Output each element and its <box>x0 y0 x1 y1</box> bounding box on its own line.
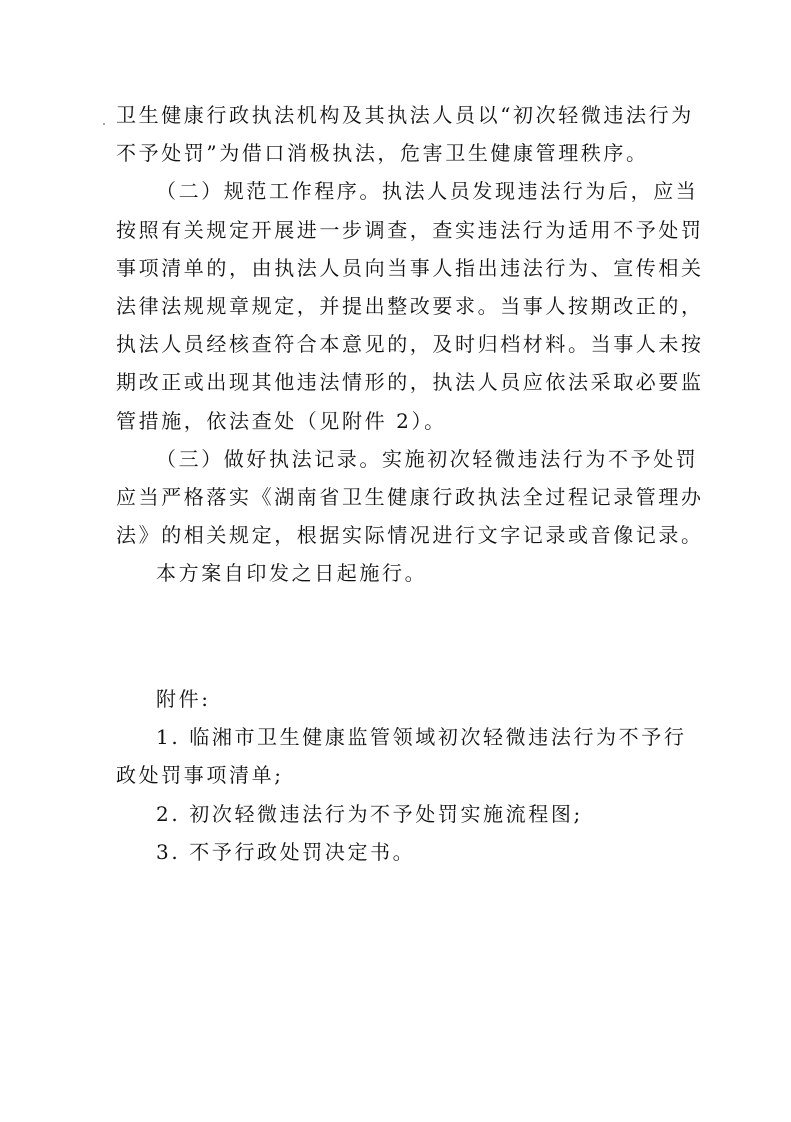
attachment-item-continuation: 政处罚事项清单; <box>116 763 284 788</box>
text-line: （三）做好执法记录。实施初次轻微违法行为不予处罚 <box>156 446 699 471</box>
text-line: 法律法规规章规定，并提出整改要求。当事人按期改正的， <box>116 293 704 318</box>
attachments-section <box>116 680 687 871</box>
attachments-heading: 附件: <box>156 687 211 711</box>
text-line: 管措施，依法查处（见附件 2）。 <box>116 408 447 433</box>
attachment-item: 2. 初次轻微违法行为不予处罚实施流程图; <box>156 801 583 826</box>
text-line: 应当严格落实《湖南省卫生健康行政执法全过程记录管理办 <box>116 484 704 509</box>
text-line: 事项清单的，由执法人员向当事人指出违法行为、宣传相关 <box>116 255 704 280</box>
document-body <box>116 96 704 592</box>
paragraph-continuation <box>116 96 694 172</box>
text-line: （二）规范工作程序。执法人员发现违法行为后，应当 <box>156 179 699 204</box>
attachment-item: 3. 不予行政处罚决定书。 <box>156 839 416 864</box>
paragraph-enforcement-records <box>116 440 704 555</box>
text-line: 不予处罚”为借口消极执法，危害卫生健康管理秩序。 <box>116 141 649 166</box>
text-line: 卫生健康行政执法机构及其执法人员以“初次轻微违法行为 <box>116 103 694 127</box>
text-line: 执法人员经核查符合本意见的，及时归档材料。当事人未按 <box>116 332 704 357</box>
text-line: 按照有关规定开展进一步调查，查实违法行为适用不予处罚 <box>116 217 704 242</box>
text-line: 法》的相关规定，根据实际情况进行文字记录或音像记录。 <box>116 523 704 548</box>
attachment-item: 1. 临湘市卫生健康监管领域初次轻微违法行为不予行 <box>156 725 687 750</box>
text-line: 本方案自印发之日起施行。 <box>156 561 428 586</box>
text-line: 期改正或出现其他违法情形的，执法人员应依法采取必要监 <box>116 370 704 395</box>
scan-speck <box>103 123 105 125</box>
paragraph-effective-date <box>116 554 672 592</box>
paragraph-standardize-procedure <box>116 172 704 439</box>
